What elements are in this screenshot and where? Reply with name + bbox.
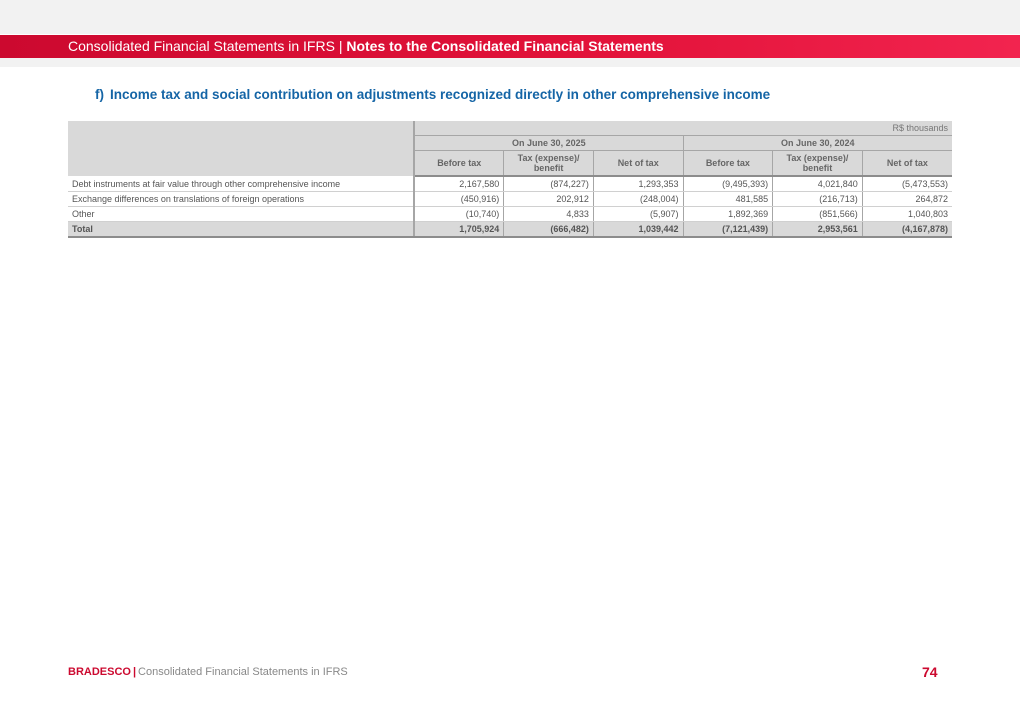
table-row: [68, 192, 952, 207]
period-header-2024: On June 30, 2024: [683, 136, 952, 151]
footer-subtitle: Consolidated Financial Statements in IFRS: [138, 666, 348, 678]
cell-value: (9,495,393): [683, 176, 773, 192]
col-tax-line1: Tax (expense)/: [786, 153, 849, 163]
header-doc-title: Consolidated Financial Statements in IFRS: [68, 38, 335, 54]
total-value: 1,039,442: [593, 222, 683, 238]
row-label: Debt instruments at fair value through other comprehensive income: [68, 176, 414, 192]
cell-value: 481,585: [683, 192, 773, 207]
cell-value: (5,473,553): [862, 176, 952, 192]
col-tax-line2: benefit: [533, 163, 564, 173]
section-letter: f): [95, 87, 104, 102]
cell-value: 1,040,803: [862, 207, 952, 222]
cell-value: 264,872: [862, 192, 952, 207]
total-value: 1,705,924: [414, 222, 504, 238]
cell-value: (450,916): [414, 192, 504, 207]
top-band: [0, 0, 1020, 34]
total-value: (4,167,878): [862, 222, 952, 238]
cell-value: (874,227): [504, 176, 594, 192]
footer-brand: BRADESCO: [68, 666, 131, 678]
col-tax-line1: Tax (expense)/: [517, 153, 580, 163]
page-number: 74: [922, 664, 938, 680]
section-heading: [95, 87, 770, 102]
total-label: Total: [68, 222, 414, 238]
unit-label: R$ thousands: [414, 121, 952, 136]
total-value: 2,953,561: [773, 222, 863, 238]
table-corner-cell: [68, 121, 414, 176]
oci-tax-table: [68, 121, 952, 238]
cell-value: 202,912: [504, 192, 594, 207]
col-net-2024: Net of tax: [862, 151, 952, 177]
cell-value: 1,293,353: [593, 176, 683, 192]
row-label: Exchange differences on translations of foreign operations: [68, 192, 414, 207]
table-row: [68, 176, 952, 192]
cell-value: (10,740): [414, 207, 504, 222]
col-before-tax-2025: Before tax: [414, 151, 504, 177]
col-tax-2024: [773, 151, 863, 177]
header-bar: [0, 35, 1020, 58]
cell-value: 4,833: [504, 207, 594, 222]
col-tax-2025: [504, 151, 594, 177]
cell-value: (248,004): [593, 192, 683, 207]
cell-value: 4,021,840: [773, 176, 863, 192]
col-tax-line2: benefit: [802, 163, 833, 173]
table-row: [68, 207, 952, 222]
under-band: [0, 58, 1020, 67]
cell-value: (851,566): [773, 207, 863, 222]
period-header-2025: On June 30, 2025: [414, 136, 683, 151]
cell-value: 1,892,369: [683, 207, 773, 222]
header-section-title: Notes to the Consolidated Financial Statements: [346, 38, 664, 54]
footer: [68, 666, 348, 678]
footer-separator: |: [132, 666, 137, 678]
total-row: [68, 222, 952, 238]
header-separator: |: [338, 38, 343, 54]
cell-value: 2,167,580: [414, 176, 504, 192]
col-net-2025: Net of tax: [593, 151, 683, 177]
row-label: Other: [68, 207, 414, 222]
cell-value: (5,907): [593, 207, 683, 222]
section-title-text: Income tax and social contribution on adjustments recognized directly in other comprehensive income: [110, 87, 771, 102]
total-value: (666,482): [504, 222, 594, 238]
cell-value: (216,713): [773, 192, 863, 207]
total-value: (7,121,439): [683, 222, 773, 238]
col-before-tax-2024: Before tax: [683, 151, 773, 177]
